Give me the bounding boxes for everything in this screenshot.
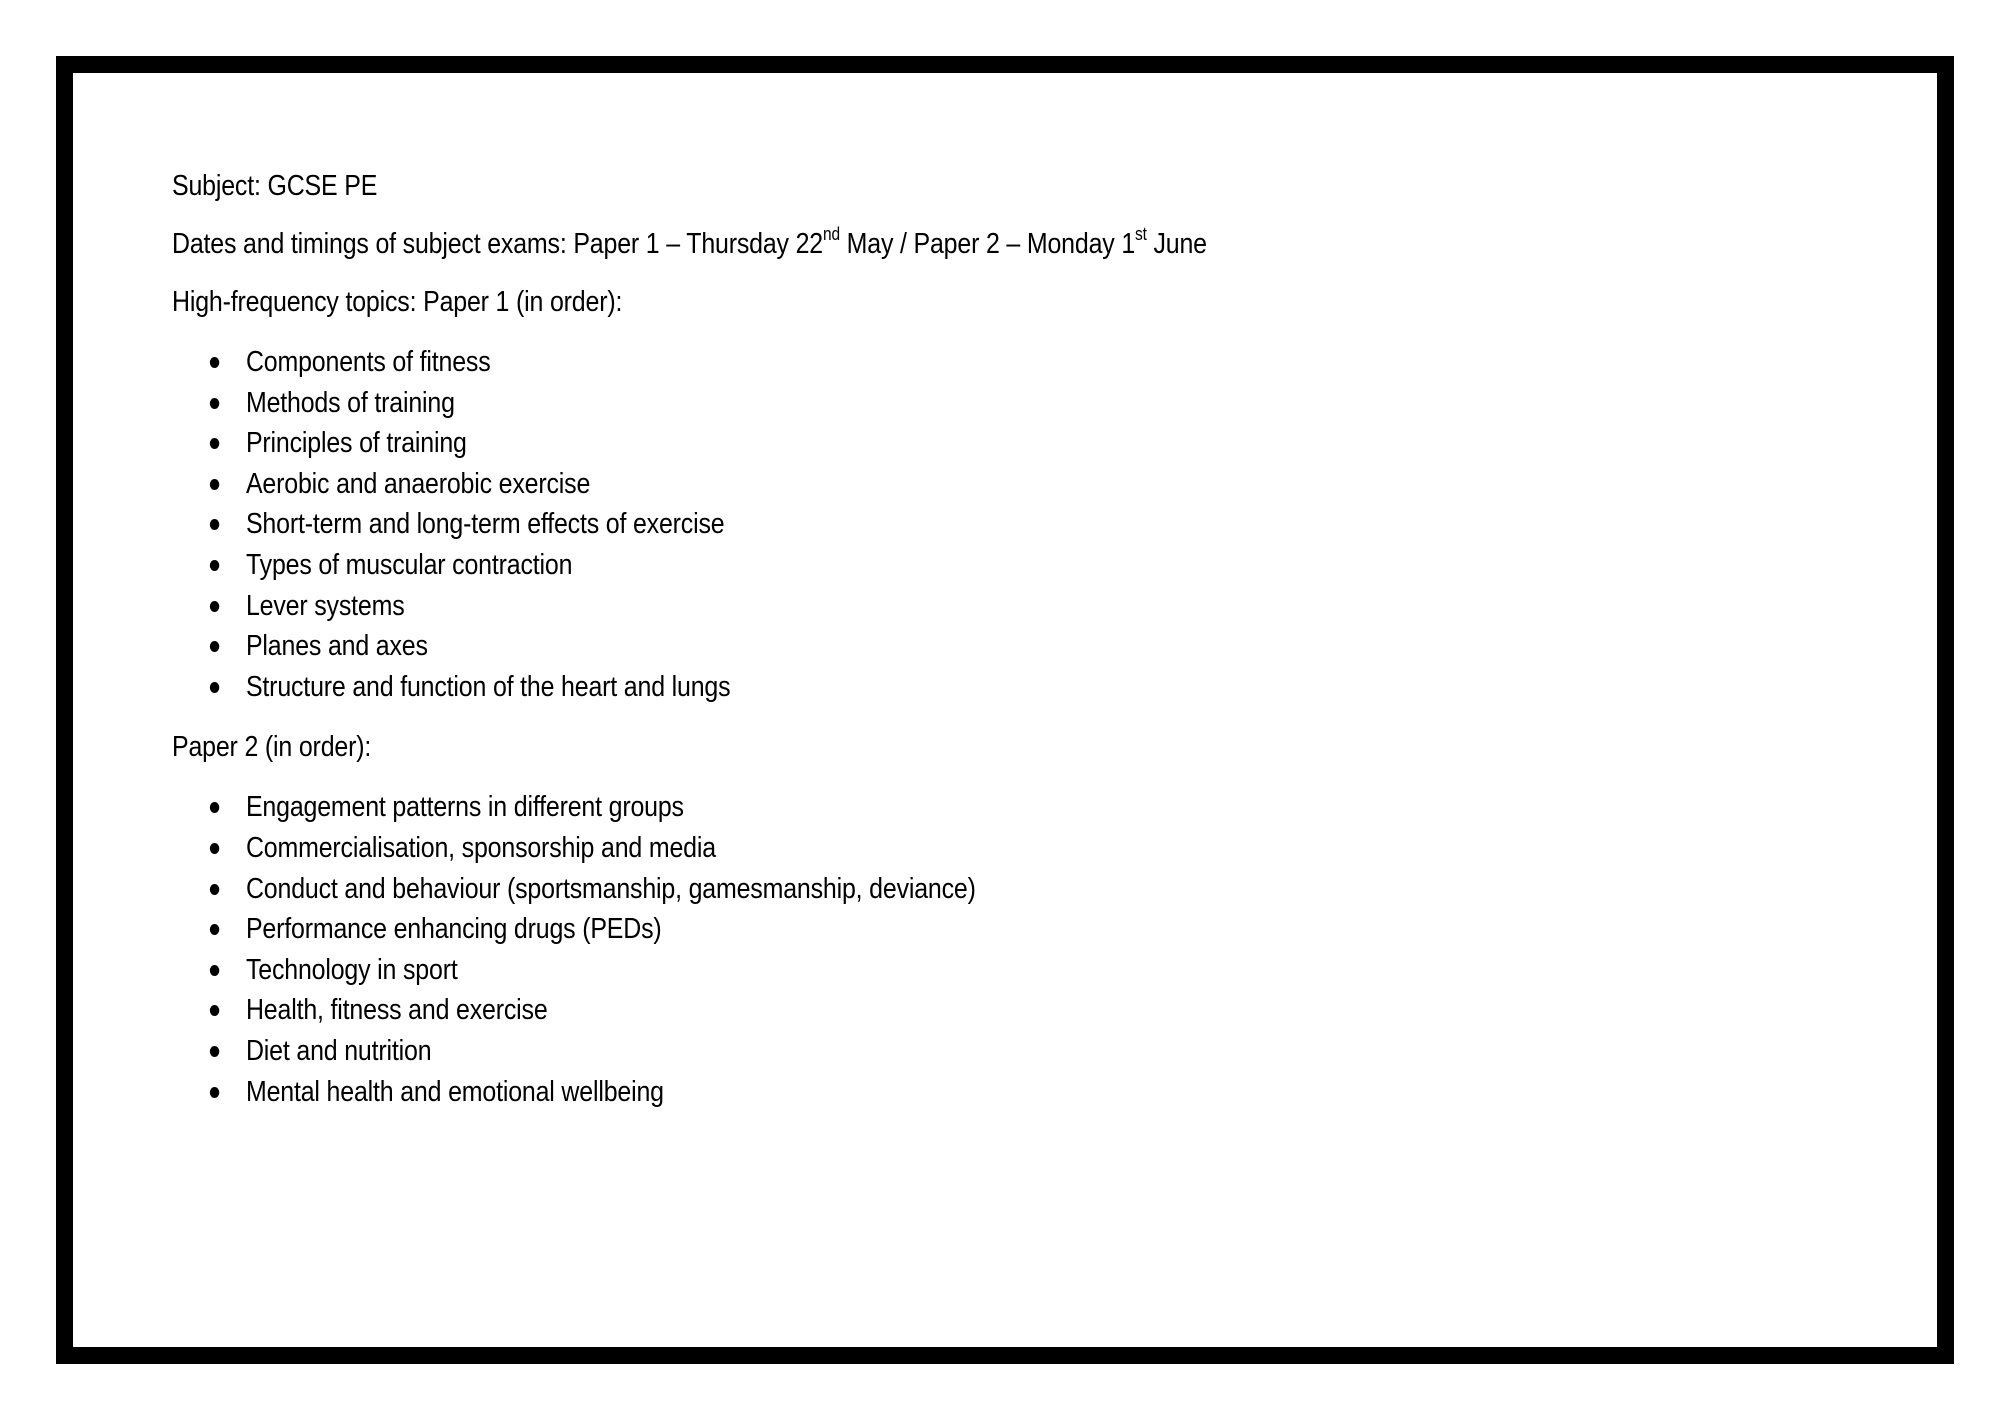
exam-dates-ordinal-nd: nd — [823, 224, 840, 245]
paper1-heading: High-frequency topics: Paper 1 (in order): — [172, 286, 623, 318]
bullet-icon — [210, 560, 219, 571]
bullet-icon — [210, 884, 219, 895]
bullet-icon — [210, 641, 219, 652]
list-item-label: Aerobic and anaerobic exercise — [245, 467, 591, 500]
list-item-label: Planes and axes — [245, 630, 428, 663]
list-item-label: Health, fitness and exercise — [245, 994, 548, 1027]
list-item-label: Methods of training — [245, 386, 455, 419]
subject-line: Subject: GCSE PE — [172, 170, 378, 202]
paper2-topic-list — [172, 787, 1548, 1112]
list-item — [172, 667, 1548, 708]
bullet-icon — [210, 601, 219, 612]
list-item-label: Technology in sport — [245, 953, 458, 986]
list-item-label: Components of fitness — [245, 346, 491, 378]
bullet-icon — [210, 1087, 219, 1098]
list-item — [172, 423, 1548, 464]
list-item-label: Types of muscular contraction — [245, 548, 573, 581]
list-item — [172, 1072, 1548, 1113]
bullet-icon — [210, 965, 219, 976]
list-item-label: Commercialisation, sponsorship and media — [245, 831, 716, 864]
exam-dates-ordinal-st: st — [1135, 224, 1147, 245]
bullet-icon — [210, 843, 219, 854]
list-item — [172, 626, 1548, 667]
list-item — [172, 586, 1548, 627]
list-item — [172, 787, 1548, 828]
list-item — [172, 950, 1548, 991]
list-item — [172, 990, 1548, 1031]
list-item-label: Conduct and behaviour (sportsmanship, gamesmanship, deviance) — [245, 872, 976, 905]
bullet-icon — [210, 398, 219, 409]
list-item — [172, 342, 1548, 383]
list-item-label: Structure and function of the heart and lungs — [245, 670, 731, 703]
bullet-icon — [210, 519, 219, 530]
bullet-icon — [210, 682, 219, 693]
list-item — [172, 545, 1548, 586]
exam-dates-prefix: Dates and timings of subject exams: Paper 1 – Thursday 22 — [172, 228, 824, 260]
exam-dates-suffix: June — [1146, 228, 1207, 260]
bullet-icon — [210, 479, 219, 490]
bullet-icon — [210, 802, 219, 813]
list-item — [172, 1031, 1548, 1072]
paper2-heading: Paper 2 (in order): — [172, 731, 372, 764]
bullet-icon — [210, 1046, 219, 1057]
list-item-label: Engagement patterns in different groups — [245, 791, 684, 824]
list-item — [172, 869, 1548, 910]
list-item-label: Short-term and long-term effects of exercise — [245, 508, 725, 541]
document-content — [172, 168, 1548, 1134]
list-item-label: Diet and nutrition — [245, 1034, 432, 1067]
bullet-icon — [210, 438, 219, 449]
list-item-label: Performance enhancing drugs (PEDs) — [245, 913, 662, 946]
list-item-label: Mental health and emotional wellbeing — [245, 1075, 664, 1108]
bullet-icon — [210, 1005, 219, 1016]
bullet-icon — [210, 357, 219, 368]
list-item — [172, 828, 1548, 869]
bullet-icon — [210, 924, 219, 935]
list-item — [172, 909, 1548, 950]
list-item — [172, 504, 1548, 545]
exam-dates-line — [172, 226, 1548, 262]
list-item-label: Lever systems — [245, 589, 405, 622]
list-item — [172, 464, 1548, 505]
paper1-topic-list — [172, 342, 1548, 707]
list-item — [172, 383, 1548, 424]
exam-dates-middle: May / Paper 2 – Monday 1 — [839, 228, 1136, 260]
list-item-label: Principles of training — [245, 427, 467, 460]
